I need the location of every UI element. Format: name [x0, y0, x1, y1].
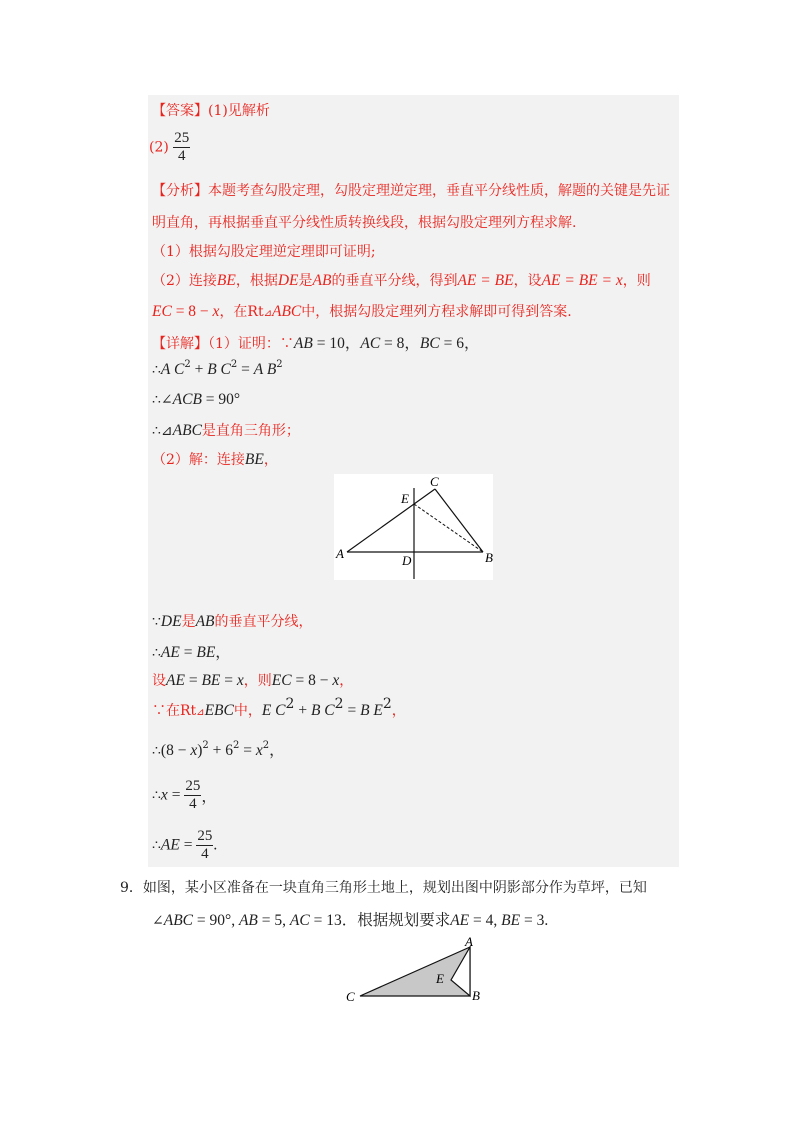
- detail-line-6: ∵DE是AB的垂直平分线，: [152, 613, 313, 630]
- detail-line-7: ∴AE = BE，: [152, 644, 231, 661]
- detail-line-1: 【详解】（1）证明：∵AB = 10，AC = 8，BC = 6，: [152, 335, 480, 352]
- label-b: B: [485, 550, 493, 565]
- detail-line-10: ∴(8 − $x)^2 + 6^2 = x^2$，: [152, 740, 285, 759]
- label-c: C: [346, 989, 355, 1004]
- detail-line-2: ∴A $C^2 + B$ $C^2 = A$ $B^2$: [152, 359, 283, 378]
- label-a: A: [336, 546, 344, 561]
- q9-line-1: 9．如图，某小区准备在一块直角三角形土地上，规划出图中阴影部分作为草坪，已知: [120, 880, 647, 896]
- label-c: C: [430, 474, 439, 489]
- label-e: E: [436, 971, 444, 986]
- figure-lawn-triangle: [340, 935, 490, 1009]
- answer-part1: (1)见解析: [208, 103, 270, 119]
- q9-line-2: ∠ABC = 90°, AB = 5, AC = 13．根据规划要求AE = 4, BE = 3.: [152, 912, 549, 929]
- lawn-triangle-diagram: [340, 935, 490, 1005]
- label-e: E: [401, 491, 409, 506]
- label-a: A: [465, 935, 473, 949]
- analysis-line-5: EC = 8 − x，在Rt⊿ABC中，根据勾股定理列方程求解即可得到答案.: [152, 303, 572, 320]
- question-number: 9．: [120, 880, 143, 896]
- detail-line-11: ∴x = $\frac{25}{4}$ ，: [152, 778, 217, 812]
- detail-line-4: ∴⊿ABC是直角三角形；: [152, 422, 300, 439]
- label-b: B: [472, 988, 480, 1003]
- answer-line: [152, 100, 270, 120]
- detail-line-5: （2）解：连接BE，: [152, 451, 278, 468]
- answer-part2: (2) $\frac{25}{4}$: [149, 130, 190, 164]
- label-d: D: [402, 553, 412, 568]
- analysis-line-2: 明直角，再根据垂直平分线性质转换线段，根据勾股定理列方程求解.: [152, 215, 577, 231]
- answer-tag: 【答案】: [152, 103, 208, 119]
- analysis-line-4: （2）连接BE，根据DE是AB的垂直平分线，得到AE = BE，设AE = BE = x，则: [152, 272, 651, 289]
- detail-line-3: ∴∠ACB = 90°: [152, 391, 241, 408]
- detail-line-12: ∴AE = $\frac{25}{4}$ .: [152, 828, 218, 862]
- analysis-line-1: 【分析】本题考查勾股定理，勾股定理逆定理，垂直平分线性质，解题的关键是先证: [152, 183, 670, 199]
- fraction: $\frac{25}{4}$: [197, 828, 213, 862]
- figure-triangle-abc: [334, 474, 493, 580]
- detail-line-8: 设AE = BE = x，则EC = 8 − x，: [152, 672, 354, 689]
- analysis-line-3: （1）根据勾股定理逆定理即可证明;: [152, 244, 376, 260]
- fraction: $\frac{25}{4}$: [174, 130, 190, 164]
- fraction: $\frac{25}{4}$: [185, 778, 201, 812]
- detail-line-9: ∵在Rt⊿EBC中，E $C^2 + B$ $C^2 = B$ $E^2$，: [152, 696, 406, 719]
- triangle-abc-diagram: [334, 474, 493, 580]
